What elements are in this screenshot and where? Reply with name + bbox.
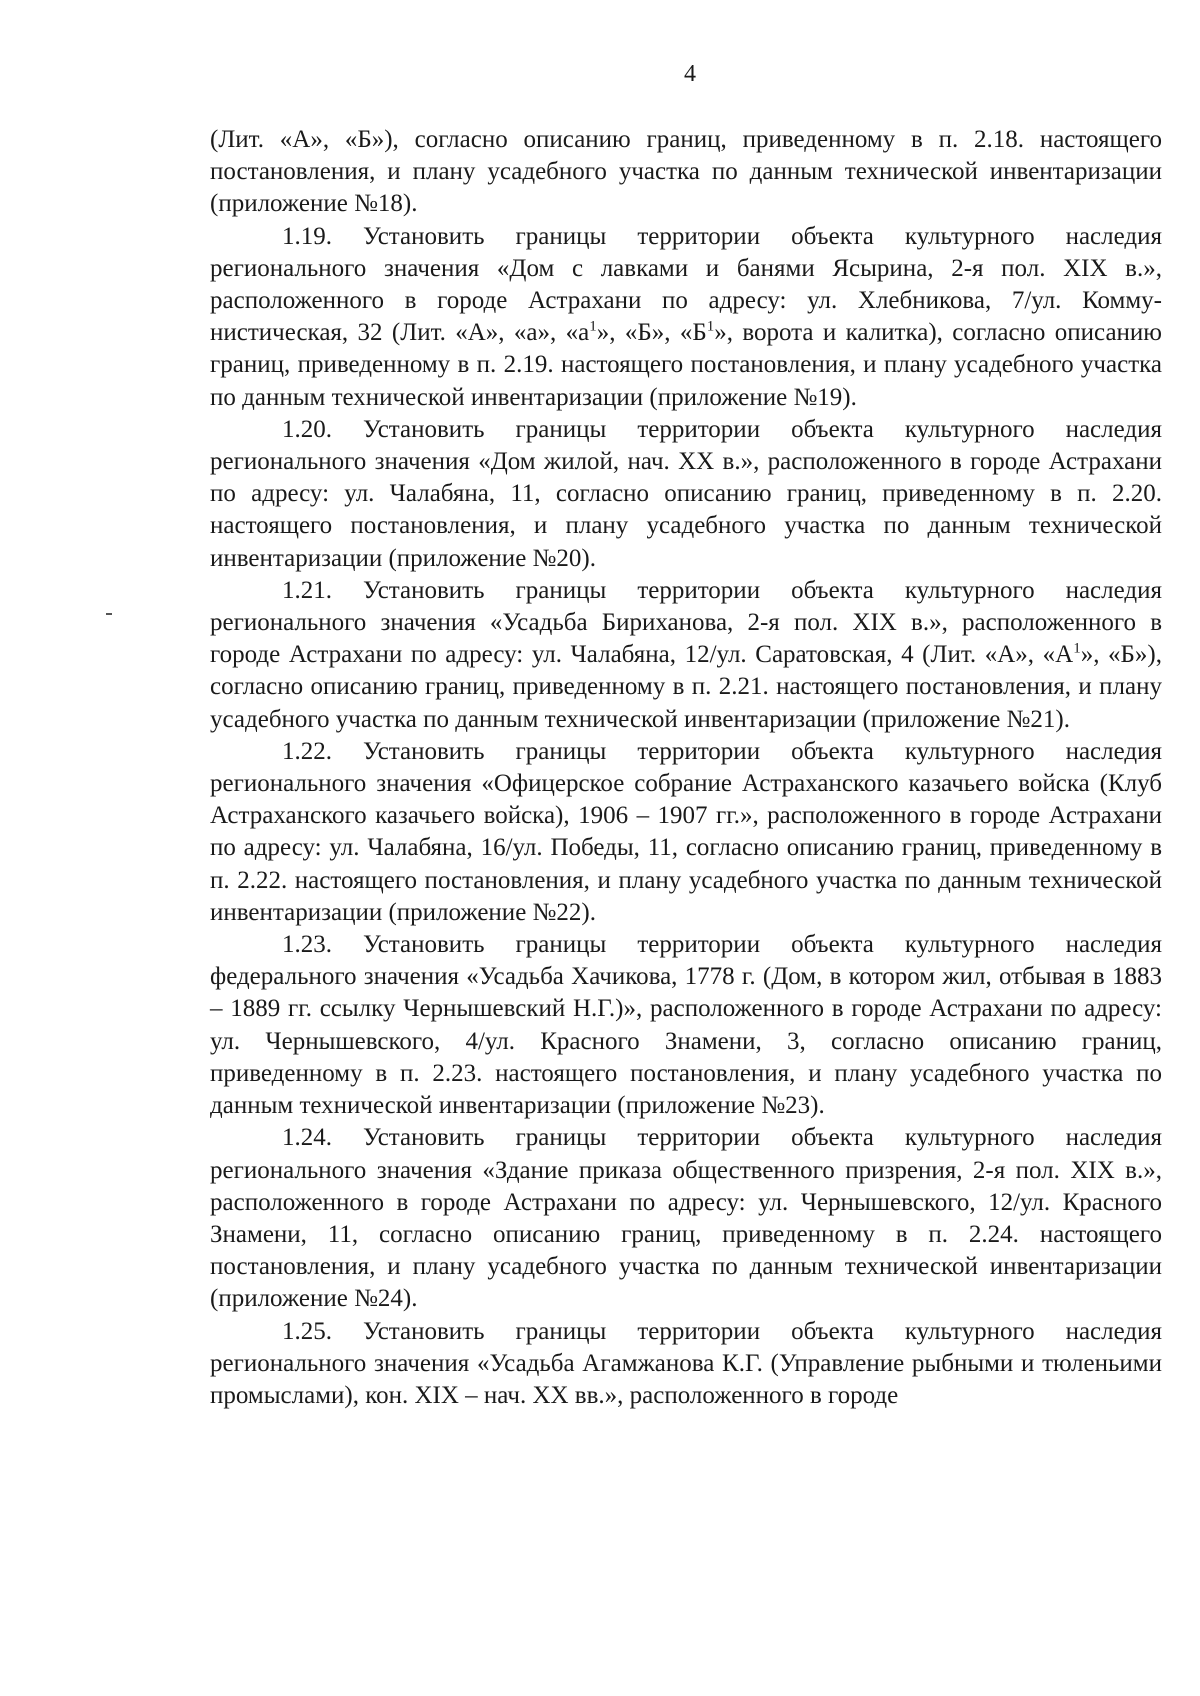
- text-run: 1.25. Установить границы территории объекта культурного наследия регионального значения «Усадьба Агамжанова К.Г. (Управление рыбными и тюленьими промыслами), кон. XIX – нач. XX вв.», расположенного в городе: [210, 1317, 1162, 1409]
- paragraph-item-1-19: [210, 221, 1162, 414]
- page-number: 4: [684, 61, 696, 87]
- superscript: 1: [589, 318, 597, 335]
- scan-speck: [106, 613, 112, 615]
- paragraph-cont-1-18: [210, 124, 1162, 221]
- paragraph-item-1-25: [210, 1316, 1162, 1413]
- text-run: 1.23. Установить границы территории объекта культурного наследия федерального значения «Усадьба Хачикова, 1778 г. (Дом, в котором жил, отбывая в 1883 – 1889 гг. ссылку Чернышевский Н.Г.)», расположенного в городе Астрахани по адресу: ул. Чернышевского, 4/ул. Красного Знамени, 3, согласно описанию границ, приведенному в п. 2.23. настоящего постановления, и плану усадебного участка по данным технической инвентаризации (приложение №23).: [210, 931, 1162, 1120]
- text-run: 1.22. Установить границы территории объекта культурного наследия регионального значения «Офицерское собрание Астраханского казачьего войска (Клуб Астраханского казачьего войска), 1906 – 1907 гг.», расположенного в городе Астрахани по адресу: ул. Чалабяна, 16/ул. Победы, 11, согласно описанию границ, приведенному в п. 2.22. настоящего постановления, и плану усадебного участка по данным технической инвентаризации (приложение №22).: [210, 737, 1162, 926]
- superscript: 1: [1073, 640, 1081, 657]
- text-run: 1.24. Установить границы территории объекта культурного наследия регионального значения «Здание приказа общественного призрения, 2-я пол. XIX в.», расположенного в городе Астрахани по адресу: ул. Чернышевского, 12/ул. Красного Знамени, 11, согласно описанию границ, приведенному в п. 2.24. настоящего постановления, и плану усадебного участка по данным технической инвентаризации (приложение №24).: [210, 1124, 1162, 1313]
- paragraph-item-1-24: [210, 1122, 1162, 1315]
- paragraph-item-1-20: [210, 414, 1162, 575]
- paragraph-item-1-22: [210, 736, 1162, 929]
- text-run: », «Б»), согласно описанию границ, приведенному в п. 2.21. настоящего постановления, и плану усадебного участка по данным технической инвентаризации (приложение №21).: [210, 641, 1162, 733]
- document-body: [210, 124, 1162, 1412]
- text-run: », «Б», «Б: [596, 319, 707, 347]
- text-run: », ворота и калитка), согласно описанию границ, приведенному в п. 2.19. настоящего постановления, и плану усадебного участка по данным технической инвентаризации (приложение №19).: [210, 319, 1162, 411]
- paragraph-item-1-21: [210, 575, 1162, 736]
- text-run: 1.20. Установить границы территории объекта культурного наследия регионального значения «Дом жилой, нач. XX в.», расположенного в городе Астрахани по адресу: ул. Чалабяна, 11, согласно описанию границ, приведенному в п. 2.20. настоящего постановления, и плану усадебного участка по данным технической инвентаризации (приложение №20).: [210, 415, 1162, 572]
- text-run: 1.21. Установить границы территории объекта культурного наследия регионального значения «Усадьба Бириханова, 2-я пол. XIX в.», расположенного в городе Астрахани по адресу: ул. Чалабяна, 12/ул. Саратовская, 4 (Лит. «А», «А: [210, 576, 1162, 669]
- text-run: 1.19. Установить границы территории объекта культурного наследия регионального значения «Дом с лавками и банями Ясырина, 2-я пол. XIX в.», расположенного в городе Астрахани по адресу: ул. Хлебникова, 7/ул. Коммунистическая, 32 (Лит. «А», «а», «а: [210, 222, 1162, 347]
- paragraph-item-1-23: [210, 929, 1162, 1122]
- text-run: (Лит. «А», «Б»), согласно описанию границ, приведенному в п. 2.18. настоящего постановления, и плану усадебного участка по данным технической инвентаризации (приложение №18).: [210, 126, 1162, 218]
- superscript: 1: [706, 318, 715, 335]
